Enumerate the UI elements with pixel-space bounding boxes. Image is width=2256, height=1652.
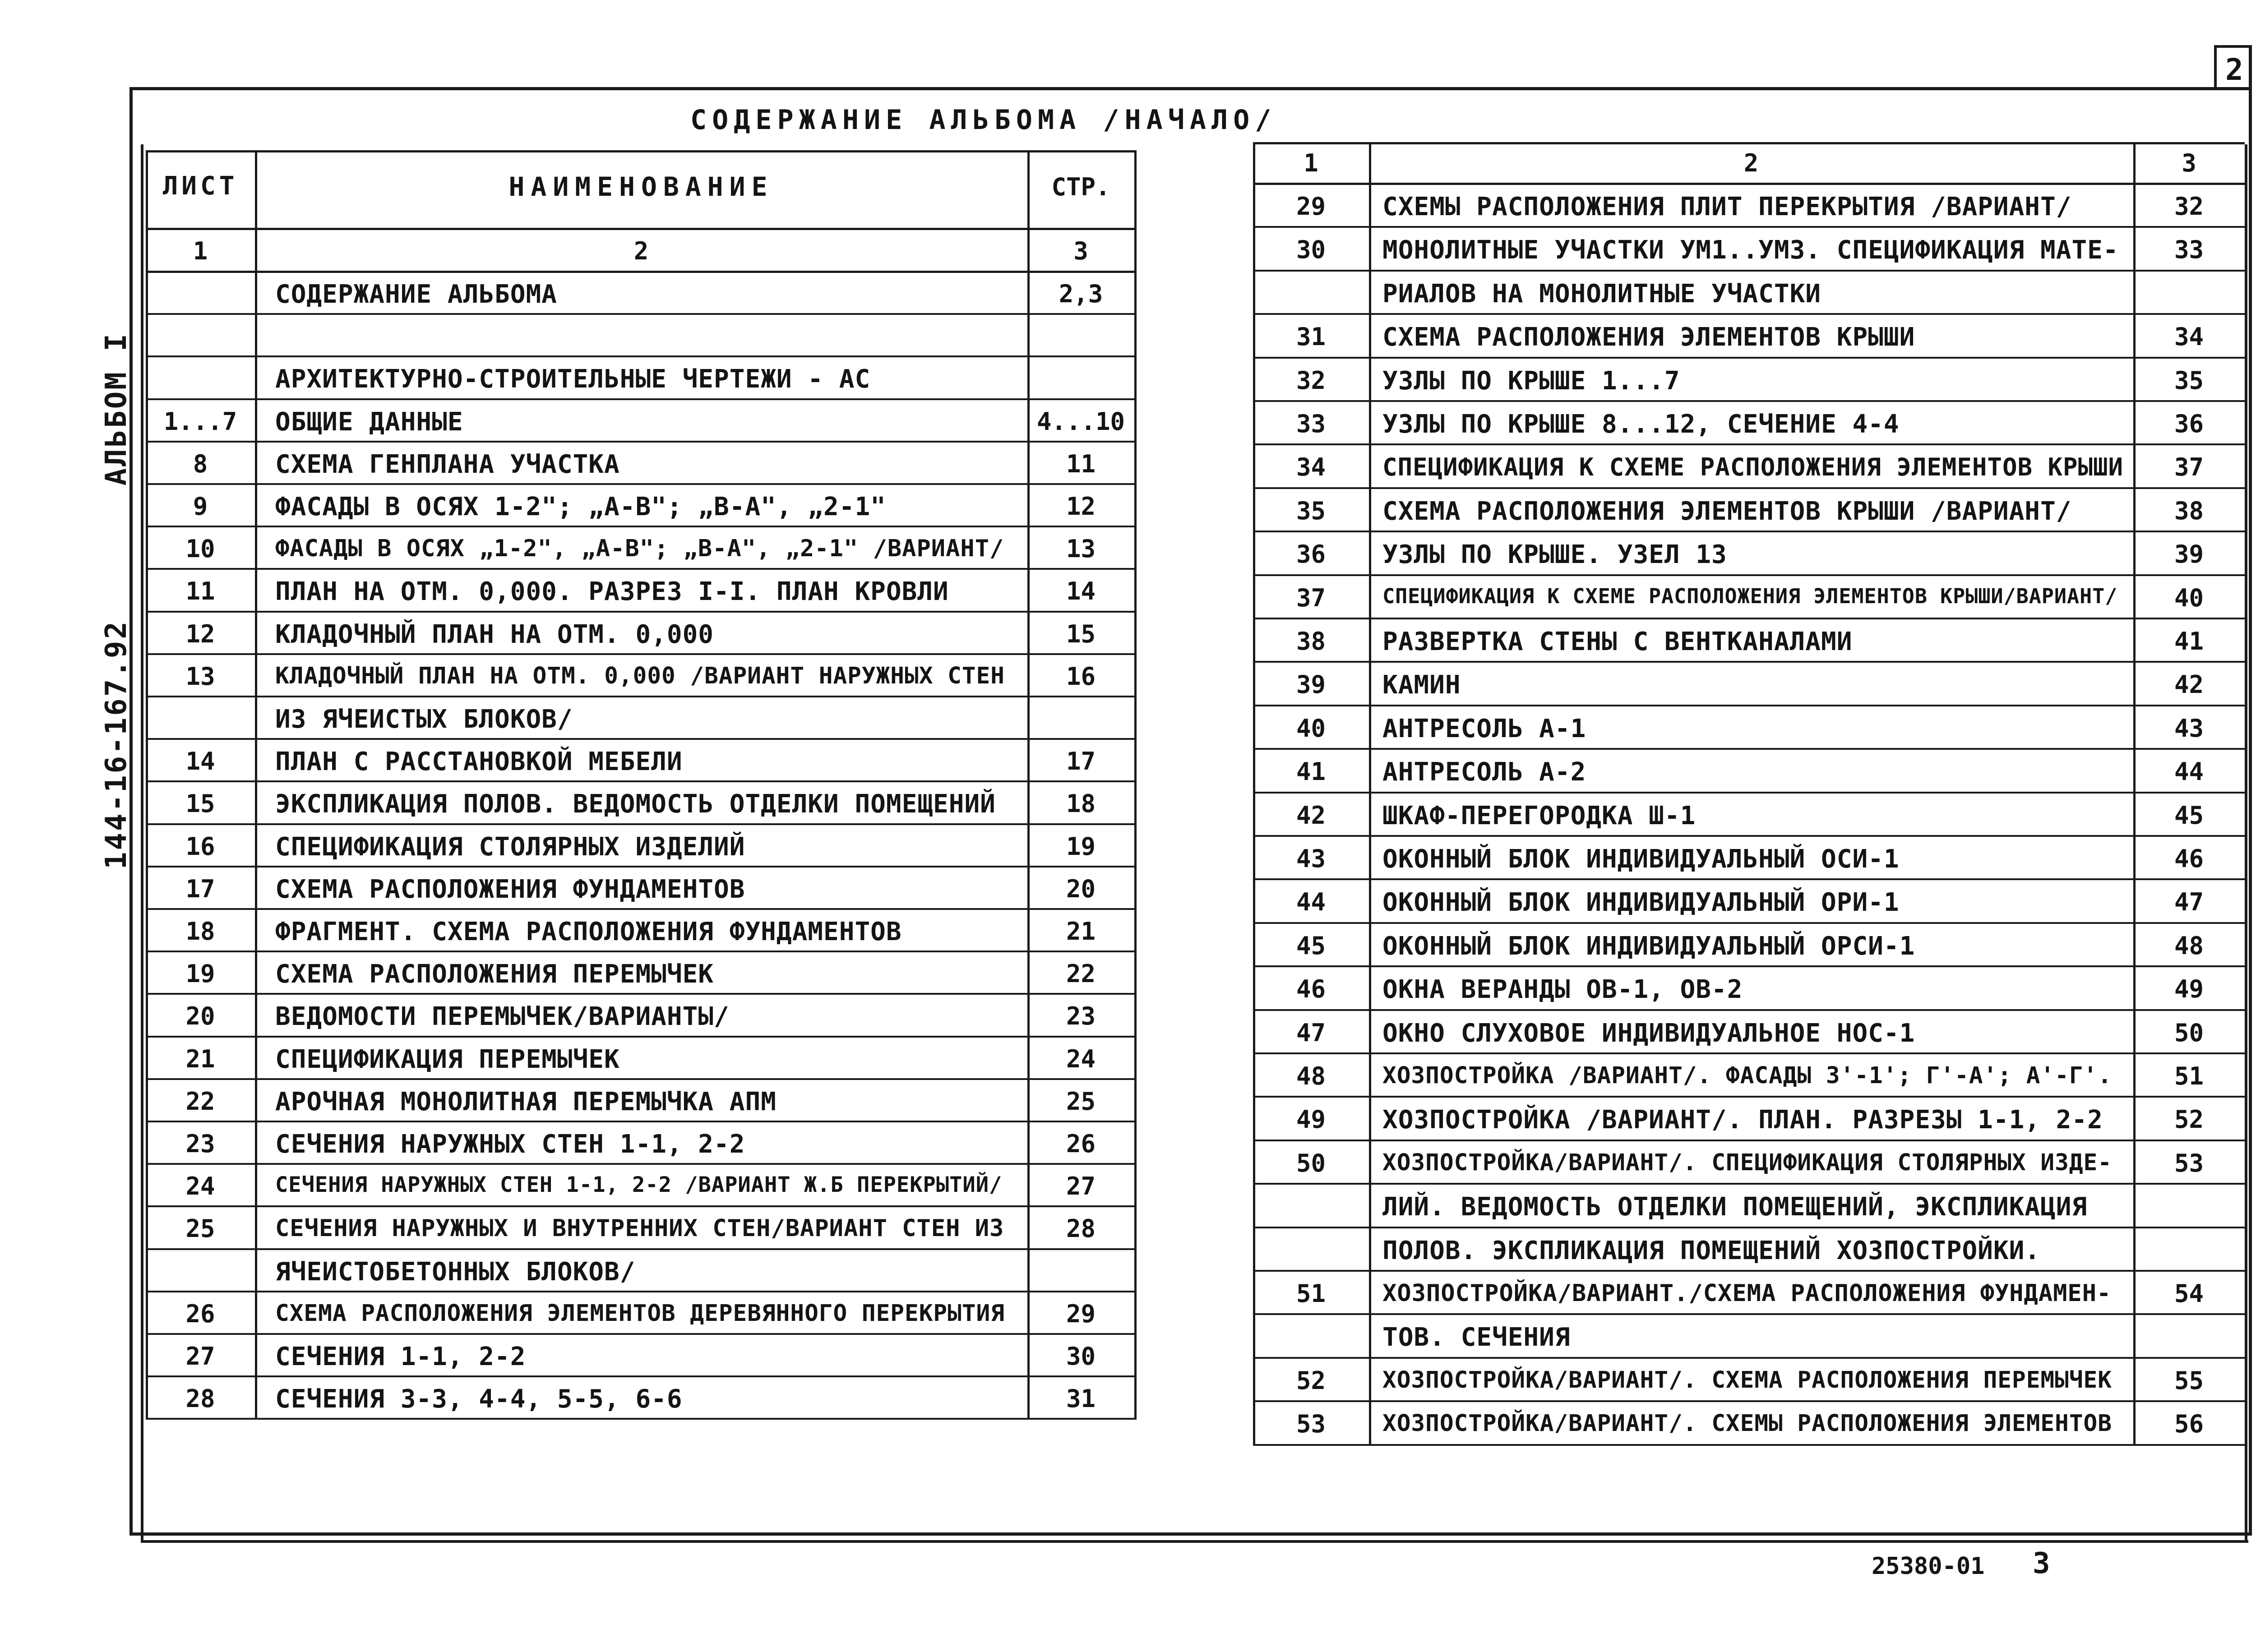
right-row-page: 33 <box>2174 235 2204 264</box>
left-row-sheet: 1...7 <box>163 407 237 436</box>
left-table-hline <box>146 951 1134 952</box>
right-row-name: ХОЗПОСТРОЙКА/ВАРИАНТ/. СХЕМА РАСПОЛОЖЕНИЯ ПЕРЕМЫЧЕК <box>1382 1367 2112 1394</box>
left-table-hline <box>146 441 1134 443</box>
left-table-hline <box>146 228 1134 230</box>
right-row-sheet: 46 <box>1296 975 1326 1003</box>
left-row-name: ФАСАДЫ В ОСЯХ 1-2"; „А-В"; „В-А", „2-1" <box>275 492 886 521</box>
left-row-name: СПЕЦИФИКАЦИЯ СТОЛЯРНЫХ ИЗДЕЛИЙ <box>275 832 745 862</box>
right-row-page: 32 <box>2174 192 2204 221</box>
right-row-name: ХОЗПОСТРОЙКА/ВАРИАНТ/. СПЕЦИФИКАЦИЯ СТОЛЯРНЫХ ИЗДЕ- <box>1382 1149 2112 1176</box>
right-row-page: 47 <box>2174 888 2204 916</box>
left-table-hline <box>146 780 1134 782</box>
left-row-sheet: 19 <box>185 960 215 988</box>
right-table-hline <box>1253 270 2245 272</box>
right-row-page: 40 <box>2174 584 2204 612</box>
right-col-number: 1 <box>1304 149 1318 177</box>
right-table-hline <box>1253 922 2245 924</box>
left-table-hline <box>146 1418 1134 1420</box>
left-row-page: 19 <box>1066 832 1096 861</box>
right-table-hline <box>1253 313 2245 315</box>
right-table-hline <box>1253 226 2245 228</box>
right-table-hline <box>1253 1052 2245 1054</box>
right-table-hline <box>1253 705 2245 706</box>
right-row-sheet: 40 <box>1296 714 1326 743</box>
left-row-sheet: 18 <box>185 917 215 946</box>
right-row-name: КАМИН <box>1382 670 1461 700</box>
right-table-hline <box>1253 1096 2245 1098</box>
left-table-hline <box>146 653 1134 655</box>
right-row-sheet: 49 <box>1296 1105 1326 1134</box>
right-row-name: ЛИЙ. ВЕДОМОСТЬ ОТДЕЛКИ ПОМЕЩЕНИЙ, ЭКСПЛИКАЦИЯ <box>1382 1192 2088 1222</box>
left-row-name: СХЕМА РАСПОЛОЖЕНИЯ ПЕРЕМЫЧЕК <box>275 960 714 989</box>
right-row-name: АНТРЕСОЛЬ А-2 <box>1382 757 1586 787</box>
inner-frame-bottom <box>141 1540 2248 1543</box>
right-row-page: 43 <box>2174 714 2204 743</box>
right-row-sheet: 38 <box>1296 627 1326 655</box>
left-row-page: 14 <box>1066 577 1096 605</box>
left-row-page: 11 <box>1066 450 1096 478</box>
right-row-name: СХЕМЫ РАСПОЛОЖЕНИЯ ПЛИТ ПЕРЕКРЫТИЯ /ВАРИАНТ/ <box>1382 192 2072 221</box>
sheet-box-left <box>2214 45 2217 90</box>
right-table-hline <box>1253 1140 2245 1141</box>
right-row-sheet: 50 <box>1296 1149 1326 1177</box>
left-row-name: КЛАДОЧНЫЙ ПЛАН НА ОТМ. 0,000 <box>275 620 714 649</box>
right-row-name: ОКОННЫЙ БЛОК ИНДИВИДУАЛЬНЫЙ ОРСИ-1 <box>1382 932 1915 961</box>
left-row-name: СХЕМА РАСПОЛОЖЕНИЯ ФУНДАМЕНТОВ <box>275 875 745 904</box>
right-table-hline <box>1253 1400 2245 1402</box>
left-col-number: 3 <box>1073 237 1088 265</box>
right-row-name: ОКОННЫЙ БЛОК ИНДИВИДУАЛЬНЫЙ ОРИ-1 <box>1382 888 1900 917</box>
right-row-name: ОКНО СЛУХОВОЕ ИНДИВИДУАЛЬНОЕ НОС-1 <box>1382 1019 1915 1048</box>
left-table-vline <box>1134 150 1137 1420</box>
left-table-hline <box>146 1078 1134 1080</box>
right-row-sheet: 41 <box>1296 757 1326 786</box>
right-row-name: ОКНА ВЕРАНДЫ ОВ-1, ОВ-2 <box>1382 975 1743 1004</box>
right-row-name: УЗЛЫ ПО КРЫШЕ. УЗЕЛ 13 <box>1382 540 1727 569</box>
left-row-name: СЕЧЕНИЯ 3-3, 4-4, 5-5, 6-6 <box>275 1384 683 1414</box>
left-row-sheet: 8 <box>193 450 208 478</box>
outer-frame-bottom <box>129 1532 2251 1536</box>
left-table-hline <box>146 993 1134 995</box>
left-row-page: 4...10 <box>1036 407 1125 436</box>
right-row-sheet: 48 <box>1296 1062 1326 1090</box>
left-row-page: 27 <box>1066 1172 1096 1200</box>
right-table-hline <box>1253 487 2245 489</box>
right-row-sheet: 44 <box>1296 888 1326 916</box>
right-row-sheet: 45 <box>1296 932 1326 960</box>
left-row-sheet: 16 <box>185 832 215 861</box>
left-row-name: КЛАДОЧНЫЙ ПЛАН НА ОТМ. 0,000 /ВАРИАНТ НАРУЖНЫХ СТЕН <box>275 663 1005 689</box>
outer-frame-top <box>129 87 2251 90</box>
left-row-sheet: 25 <box>185 1214 215 1243</box>
left-row-sheet: 15 <box>185 789 215 818</box>
left-row-page: 28 <box>1066 1214 1096 1243</box>
left-row-sheet: 20 <box>185 1002 215 1030</box>
right-row-page: 54 <box>2174 1279 2204 1308</box>
right-table-vline <box>1369 142 1371 1446</box>
right-row-page: 42 <box>2174 670 2204 699</box>
right-table-hline <box>1253 661 2245 663</box>
right-row-page: 35 <box>2174 366 2204 395</box>
left-row-sheet: 23 <box>185 1130 215 1158</box>
right-row-name: СХЕМА РАСПОЛОЖЕНИЯ ЭЛЕМЕНТОВ КРЫШИ /ВАРИАНТ/ <box>1382 497 2072 526</box>
right-table-hline <box>1253 1183 2245 1185</box>
right-row-page: 37 <box>2174 453 2204 481</box>
left-row-sheet: 22 <box>185 1087 215 1116</box>
right-row-name: СПЕЦИФИКАЦИЯ К СХЕМЕ РАСПОЛОЖЕНИЯ ЭЛЕМЕНТОВ КРЫШИ <box>1382 453 2124 481</box>
left-table-hline <box>146 355 1134 357</box>
doc-code: 25380-01 <box>1872 1553 1985 1580</box>
right-row-sheet: 42 <box>1296 801 1326 830</box>
right-row-page: 45 <box>2174 801 2204 830</box>
left-row-name: ПЛАН С РАССТАНОВКОЙ МЕБЕЛИ <box>275 747 683 776</box>
left-table-hline <box>146 738 1134 740</box>
right-table-hline <box>1253 443 2245 445</box>
left-table-hline <box>146 526 1134 527</box>
left-row-page: 23 <box>1066 1002 1096 1030</box>
right-row-name: ХОЗПОСТРОЙКА/ВАРИАНТ./СХЕМА РАСПОЛОЖЕНИЯ ФУНДАМЕН- <box>1382 1280 2112 1307</box>
right-row-name: УЗЛЫ ПО КРЫШЕ 8...12, СЕЧЕНИЕ 4-4 <box>1382 410 1900 439</box>
left-table-hline <box>146 1121 1134 1122</box>
right-table-hline <box>1253 142 2245 144</box>
left-row-page: 12 <box>1066 492 1096 521</box>
left-row-name: СОДЕРЖАНИЕ АЛЬБОМА <box>275 280 557 309</box>
left-row-page: 21 <box>1066 917 1096 946</box>
right-table-hline <box>1253 965 2245 967</box>
right-row-name: ХОЗПОСТРОЙКА/ВАРИАНТ/. СХЕМЫ РАСПОЛОЖЕНИЯ ЭЛЕМЕНТОВ <box>1382 1410 2112 1437</box>
left-row-page: 17 <box>1066 747 1096 775</box>
right-table-hline <box>1253 531 2245 532</box>
right-row-page: 50 <box>2174 1019 2204 1047</box>
right-row-name: УЗЛЫ ПО КРЫШЕ 1...7 <box>1382 366 1680 396</box>
left-row-name: СЕЧЕНИЯ НАРУЖНЫХ И ВНУТРЕННИХ СТЕН/ВАРИАНТ СТЕН ИЗ <box>275 1215 1004 1242</box>
right-row-sheet: 47 <box>1296 1019 1326 1047</box>
left-header-page: СТР. <box>1051 173 1110 201</box>
side-label-code: 144-16-167.92 <box>100 620 133 869</box>
left-row-sheet: 21 <box>185 1045 215 1073</box>
left-row-page: 26 <box>1066 1130 1096 1158</box>
right-table-hline <box>1253 748 2245 750</box>
left-row-page: 15 <box>1066 620 1096 648</box>
right-table-hline <box>1253 878 2245 880</box>
side-label <box>80 332 153 875</box>
right-row-sheet: 29 <box>1296 192 1326 221</box>
right-row-sheet: 51 <box>1296 1279 1326 1308</box>
left-row-name: АРХИТЕКТУРНО-СТРОИТЕЛЬНЫЕ ЧЕРТЕЖИ - АС <box>275 365 871 394</box>
left-table-hline <box>146 611 1134 613</box>
right-row-sheet: 36 <box>1296 540 1326 568</box>
right-row-page: 41 <box>2174 627 2204 655</box>
right-row-name: ОКОННЫЙ БЛОК ИНДИВИДУАЛЬНЫЙ ОСИ-1 <box>1382 844 1900 874</box>
left-row-sheet: 13 <box>185 662 215 691</box>
right-table-hline <box>1253 1357 2245 1359</box>
right-table-hline <box>1253 183 2245 185</box>
sheet-box-top <box>2214 45 2252 48</box>
left-table-hline <box>146 1036 1134 1038</box>
right-row-sheet: 53 <box>1296 1410 1326 1438</box>
left-row-sheet: 9 <box>193 492 208 521</box>
right-row-sheet: 52 <box>1296 1366 1326 1395</box>
left-row-page: 31 <box>1066 1384 1096 1413</box>
right-row-page: 48 <box>2174 932 2204 960</box>
left-table-hline <box>146 398 1134 400</box>
left-table-hline <box>146 823 1134 825</box>
left-row-sheet: 24 <box>185 1172 215 1200</box>
right-row-name: СХЕМА РАСПОЛОЖЕНИЯ ЭЛЕМЕНТОВ КРЫШИ <box>1382 323 1915 352</box>
left-row-page: 2,3 <box>1059 280 1103 308</box>
left-row-name: СХЕМА РАСПОЛОЖЕНИЯ ЭЛЕМЕНТОВ ДЕРЕВЯННОГО ПЕРЕКРЫТИЯ <box>275 1300 1005 1327</box>
left-row-page: 20 <box>1066 875 1096 903</box>
left-table-hline <box>146 483 1134 485</box>
right-row-page: 44 <box>2174 757 2204 786</box>
left-row-sheet: 10 <box>185 535 215 563</box>
left-row-page: 24 <box>1066 1045 1096 1073</box>
right-row-sheet: 30 <box>1296 235 1326 264</box>
left-row-name: СЕЧЕНИЯ НАРУЖНЫХ СТЕН 1-1, 2-2 /ВАРИАНТ Ж.Б ПЕРЕКРЫТИЙ/ <box>275 1172 1003 1197</box>
left-table-hline <box>146 1333 1134 1335</box>
right-table-hline <box>1253 400 2245 402</box>
right-col-number: 3 <box>2182 149 2196 177</box>
right-row-name: ХОЗПОСТРОЙКА /ВАРИАНТ/. ПЛАН. РАЗРЕЗЫ 1-1, 2-2 <box>1382 1105 2103 1135</box>
left-row-name: АРОЧНАЯ МОНОЛИТНАЯ ПЕРЕМЫЧКА АПМ <box>275 1087 777 1117</box>
left-row-sheet: 28 <box>185 1384 215 1413</box>
right-row-name: СПЕЦИФИКАЦИЯ К СХЕМЕ РАСПОЛОЖЕНИЯ ЭЛЕМЕНТОВ КРЫШИ/ВАРИАНТ/ <box>1382 584 2118 608</box>
right-row-sheet: 37 <box>1296 584 1326 612</box>
right-row-name: ТОВ. СЕЧЕНИЯ <box>1382 1323 1571 1352</box>
right-table-hline <box>1253 357 2245 359</box>
left-table-hline <box>146 1375 1134 1377</box>
outer-frame-right <box>2249 45 2252 1536</box>
page-number: 3 <box>2033 1547 2050 1580</box>
left-row-name: СЕЧЕНИЯ 1-1, 2-2 <box>275 1342 526 1371</box>
inner-frame-right <box>2245 144 2247 1543</box>
right-row-sheet: 33 <box>1296 410 1326 438</box>
left-table-hline <box>146 696 1134 697</box>
left-col-number: 2 <box>633 237 649 265</box>
left-table-hline <box>146 313 1134 315</box>
right-row-name: АНТРЕСОЛЬ А-1 <box>1382 714 1586 743</box>
left-row-sheet: 11 <box>185 577 215 605</box>
right-row-page: 34 <box>2174 323 2204 351</box>
left-row-page: 13 <box>1066 535 1096 563</box>
side-label-text <box>100 332 133 869</box>
right-row-page: 51 <box>2174 1062 2204 1090</box>
left-table-hline <box>146 908 1134 910</box>
right-row-page: 49 <box>2174 975 2204 1003</box>
right-row-sheet: 34 <box>1296 453 1326 481</box>
right-row-page: 52 <box>2174 1105 2204 1134</box>
right-table-hline <box>1253 1444 2245 1446</box>
right-row-page: 53 <box>2174 1149 2204 1177</box>
left-table-hline <box>146 1163 1134 1165</box>
left-table-hline <box>146 1291 1134 1292</box>
left-row-name: СЕЧЕНИЯ НАРУЖНЫХ СТЕН 1-1, 2-2 <box>275 1130 745 1159</box>
left-row-name: ИЗ ЯЧЕИСТЫХ БЛОКОВ/ <box>275 705 573 734</box>
left-row-name: ОБЩИЕ ДАННЫЕ <box>275 407 463 437</box>
left-table-hline <box>146 568 1134 570</box>
right-table-hline <box>1253 574 2245 576</box>
left-row-name: СПЕЦИФИКАЦИЯ ПЕРЕМЫЧЕК <box>275 1045 620 1074</box>
right-row-name: ШКАФ-ПЕРЕГОРОДКА Ш-1 <box>1382 801 1696 831</box>
left-table-hline <box>146 271 1134 273</box>
left-row-page: 30 <box>1066 1342 1096 1371</box>
left-row-sheet: 12 <box>185 620 215 648</box>
left-table-hline <box>146 150 1134 152</box>
right-table-hline <box>1253 1270 2245 1272</box>
right-table-hline <box>1253 835 2245 837</box>
right-row-name: РИАЛОВ НА МОНОЛИТНЫЕ УЧАСТКИ <box>1382 279 1821 309</box>
right-row-page: 36 <box>2174 410 2204 438</box>
right-table-hline <box>1253 792 2245 794</box>
left-row-page: 18 <box>1066 789 1096 818</box>
left-row-page: 25 <box>1066 1087 1096 1116</box>
left-table-hline <box>146 1205 1134 1207</box>
right-row-sheet: 35 <box>1296 497 1326 525</box>
left-row-name: СХЕМА ГЕНПЛАНА УЧАСТКА <box>275 450 620 479</box>
left-row-sheet: 17 <box>185 875 215 903</box>
right-col-number: 2 <box>1743 149 1759 177</box>
side-label-album: АЛЬБОМ I <box>100 332 133 486</box>
left-row-name: ЭКСПЛИКАЦИЯ ПОЛОВ. ВЕДОМОСТЬ ОТДЕЛКИ ПОМЕЩЕНИЙ <box>275 789 996 819</box>
right-row-page: 38 <box>2174 497 2204 525</box>
left-col-number: 1 <box>193 237 208 265</box>
left-row-name: ЯЧЕИСТОБЕТОННЫХ БЛОКОВ/ <box>275 1257 636 1287</box>
right-table-hline <box>1253 618 2245 619</box>
right-row-name: ПОЛОВ. ЭКСПЛИКАЦИЯ ПОМЕЩЕНИЙ ХОЗПОСТРОЙКИ. <box>1382 1236 2041 1265</box>
right-row-page: 56 <box>2174 1410 2204 1438</box>
right-table-hline <box>1253 1009 2245 1011</box>
sheet-number: 2 <box>2225 52 2243 87</box>
right-row-sheet: 43 <box>1296 844 1326 873</box>
album-title: СОДЕРЖАНИЕ АЛЬБОМА /НАЧАЛО/ <box>690 104 1277 136</box>
left-row-name: ПЛАН НА ОТМ. 0,000. РАЗРЕЗ I-I. ПЛАН КРОВЛИ <box>275 577 949 606</box>
left-table-hline <box>146 866 1134 868</box>
right-table-hline <box>1253 1227 2245 1228</box>
left-row-page: 16 <box>1066 662 1096 691</box>
right-row-page: 39 <box>2174 540 2204 568</box>
left-row-name: ВЕДОМОСТИ ПЕРЕМЫЧЕК/ВАРИАНТЫ/ <box>275 1002 730 1031</box>
left-row-name: ФРАГМЕНТ. СХЕМА РАСПОЛОЖЕНИЯ ФУНДАМЕНТОВ <box>275 917 902 946</box>
right-row-page: 46 <box>2174 844 2204 873</box>
right-row-sheet: 32 <box>1296 366 1326 395</box>
left-header-name: НАИМЕНОВАНИЕ <box>509 171 774 202</box>
right-row-page: 55 <box>2174 1366 2204 1395</box>
right-row-name: РАЗВЕРТКА СТЕНЫ С ВЕНТКАНАЛАМИ <box>1382 627 1853 656</box>
left-row-sheet: 14 <box>185 747 215 775</box>
right-row-name: ХОЗПОСТРОЙКА /ВАРИАНТ/. ФАСАДЫ 3'-1'; Г'-А'; А'-Г'. <box>1382 1062 2112 1089</box>
left-row-name: ФАСАДЫ В ОСЯХ „1-2", „А-В"; „В-А", „2-1" /ВАРИАНТ/ <box>275 535 1004 562</box>
left-row-page: 22 <box>1066 960 1096 988</box>
right-row-name: МОНОЛИТНЫЕ УЧАСТКИ УМ1..УМ3. СПЕЦИФИКАЦИЯ МАТЕ- <box>1382 235 2119 265</box>
left-table-vline <box>255 150 257 1420</box>
left-row-page: 29 <box>1066 1300 1096 1328</box>
right-table-hline <box>1253 1313 2245 1315</box>
right-row-sheet: 31 <box>1296 323 1326 351</box>
left-header-sheet: ЛИСТ <box>162 171 238 201</box>
right-row-sheet: 39 <box>1296 670 1326 699</box>
left-table-hline <box>146 1248 1134 1250</box>
left-row-sheet: 26 <box>185 1300 215 1328</box>
left-row-sheet: 27 <box>185 1342 215 1371</box>
